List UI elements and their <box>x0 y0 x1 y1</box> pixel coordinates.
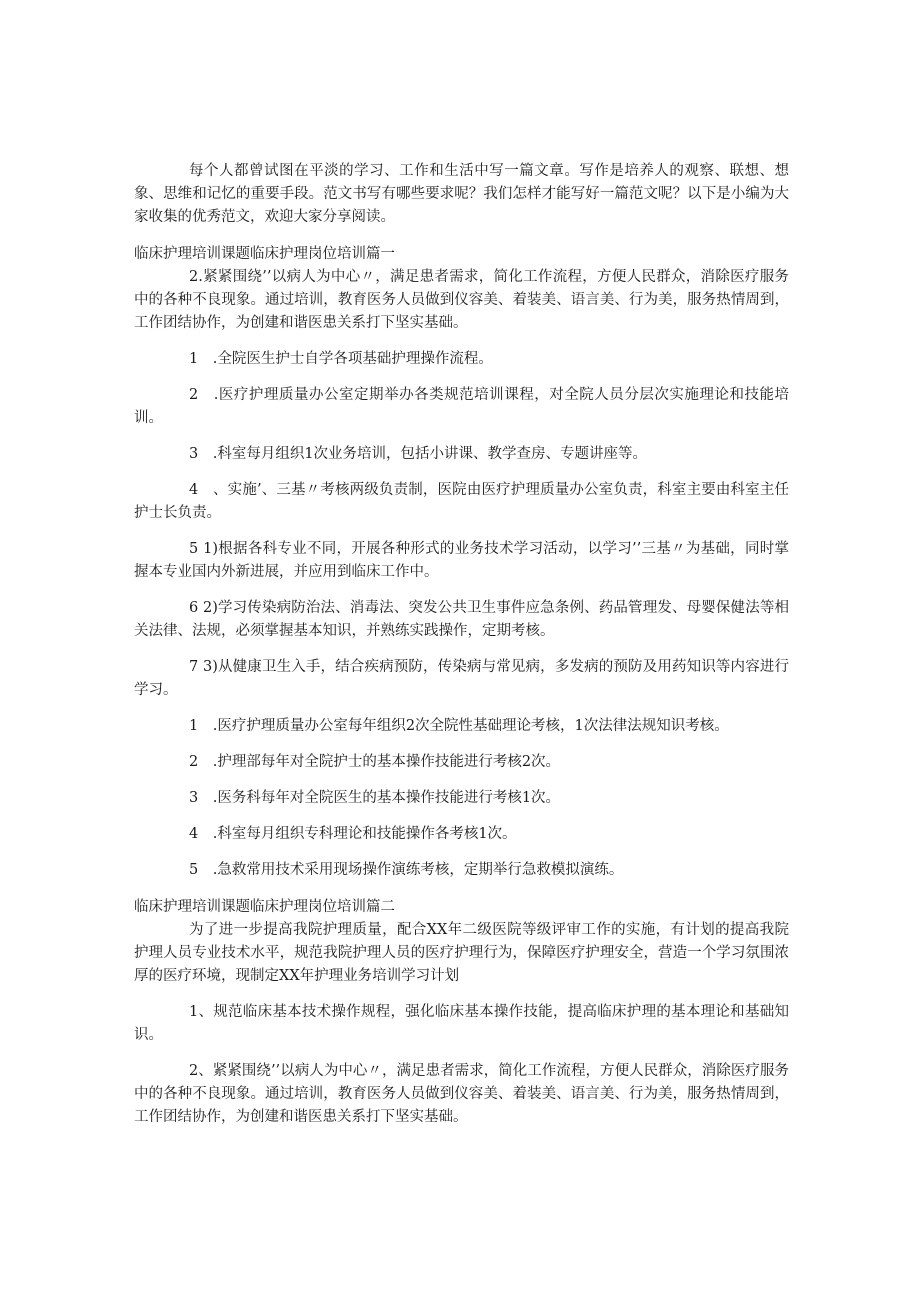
list-item: 7 3)从健康卫生入手，结合疾病预防，传染病与常见病，多发病的预防及用药知识等内容进行学习。 <box>134 659 789 698</box>
list-item: 5 .急救常用技术采用现场操作演练考核，定期举行急救模拟演练。 <box>189 862 624 878</box>
list-item: 4 .科室每月组织专科理论和技能操作各考核1次。 <box>189 826 517 842</box>
paragraph: 2.紧紧围绕’’以病人为中心〃，满足患者需求，简化工作流程，方便人民群众，消除医疗服务中的各种不良现象。通过培训，教育医务人员做到仪容美、着装美、语言美、行为美，服务热情周到，工作团结协作，为创建和谐医患关系打下坚实基础。 <box>134 269 789 331</box>
section-1-title: 临床护理培训课题临床护理岗位培训篇一 <box>134 246 395 262</box>
list-item: 5 1)根据各科专业不同，开展各种形式的业务技术学习活动，以学习’’三基〃为基础，同时掌握本专业国内外新进展，并应用到临床工作中。 <box>134 541 789 580</box>
list-item: 4 、实施’、三基〃考核两级负责制，医院由医疗护理质量办公室负责，科室主要由科室主任护士长负责。 <box>134 482 789 521</box>
list-item: 2 .医疗护理质量办公室定期举办各类规范培训课程，对全院人员分层次实施理论和技能培训。 <box>134 387 789 426</box>
list-item: 1 .全院医生护士自学各项基础护理操作流程。 <box>189 351 493 367</box>
list-item: 1 .医疗护理质量办公室每年组织2次全院性基础理论考核，1次法律法规知识考核。 <box>189 718 729 734</box>
list-item: 3 .医务科每年对全院医生的基本操作技能进行考核1次。 <box>189 790 561 806</box>
intro-paragraph: 每个人都曾试图在平淡的学习、工作和生活中写一篇文章。写作是培养人的观察、联想、想象、思维和记忆的重要手段。范文书写有哪些要求呢？我们怎样才能写好一篇范文呢？以下是小编为大家收集的优秀范文，欢迎大家分享阅读。 <box>134 163 789 225</box>
list-item: 1、规范临床基本技术操作规程，强化临床基本操作技能，提高临床护理的基本理论和基础知识。 <box>134 1004 789 1043</box>
list-item: 2、紧紧围绕’’以病人为中心〃，满足患者需求，简化工作流程，方便人民群众，消除医疗服务中的各种不良现象。通过培训，教育医务人员做到仪容美、着装美、语言美、行为美，服务热情周到，工作团结协作，为创建和谐医患关系打下坚实基础。 <box>134 1063 789 1125</box>
section-2-title: 临床护理培训课题临床护理岗位培训篇二 <box>134 899 395 915</box>
list-item: 2 .护理部每年对全院护士的基本操作技能进行考核2次。 <box>189 754 561 770</box>
document-body <box>134 160 789 1129</box>
paragraph: 为了进一步提高我院护理质量，配合XX年二级医院等级评审工作的实施，有计划的提高我院护理人员专业技术水平，规范我院护理人员的医疗护理行为，保障医疗护理安全，营造一个学习氛围浓厚的医疗环境，现制定XX年护理业务培训学习计划 <box>134 922 789 984</box>
list-item: 6 2)学习传染病防治法、消毒法、突发公共卫生事件应急条例、药品管理发、母婴保健法等相关法律、法规，必须掌握基本知识，并熟练实践操作，定期考核。 <box>134 600 789 639</box>
list-item: 3 .科室每月组织1次业务培训，包括小讲课、教学查房、专题讲座等。 <box>189 446 648 462</box>
